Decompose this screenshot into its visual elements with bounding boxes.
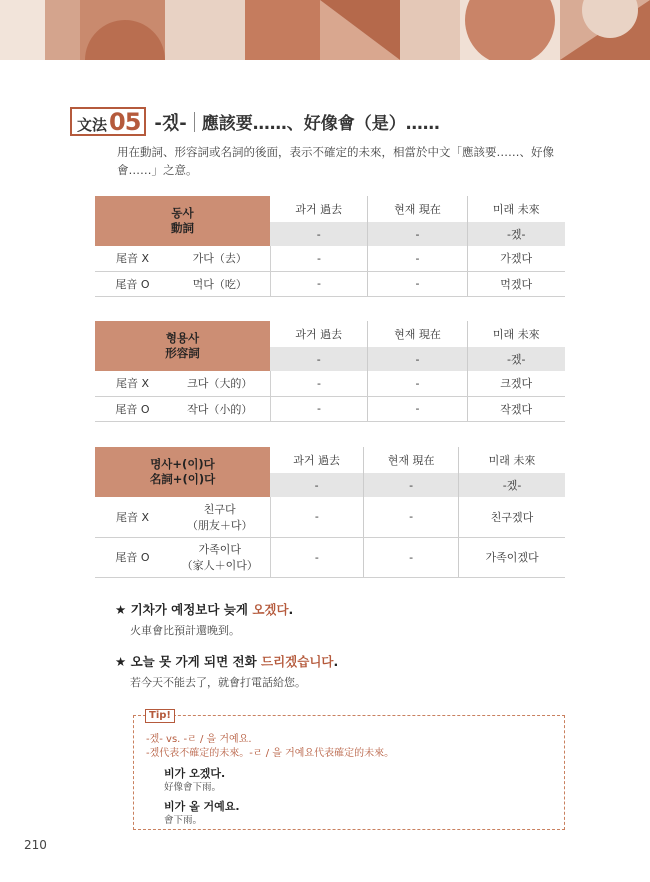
row-past: - [270,246,368,271]
row-label: 尾音 O [95,271,170,296]
star-icon: ★ [115,602,127,617]
tip-label: Tip! [145,709,175,723]
tense-past: 과거 過去 [295,328,343,341]
row-future: 크겠다 [467,371,565,396]
example-korean [115,600,293,618]
row-label: 尾音 O [95,396,170,421]
example-korean-text: 오늘 못 가게 되면 전화 [130,654,262,669]
row-future: 가겠다 [467,246,565,271]
header-korean: 동사 [171,206,194,220]
row-past: - [270,271,368,296]
row-present: - [368,246,467,271]
header-korean: 형용사 [165,331,200,345]
row-verb: 먹다（吃） [170,271,270,296]
tense-past: 과거 過去 [293,454,340,467]
page-number: 210 [24,838,47,852]
row-verb-cell [170,537,270,577]
row-future: 먹겠다 [467,271,565,296]
row-verb: 친구다 [203,502,236,516]
header-chinese: 動詞 [171,221,194,235]
table-row [95,537,565,577]
row-label: 尾音 X [95,246,170,271]
table-header-cell [95,196,270,246]
conjugation-table-verb [95,196,565,297]
example-korean-end: . [288,602,294,617]
row-future: 가족이겠다 [459,537,565,577]
row-verb-cell [170,497,270,537]
ending-past: - [270,222,368,246]
table-row [95,396,565,421]
row-present: - [364,497,459,537]
tip-line-1: -겠- vs. -ㄹ / 을 거예요. [146,734,252,745]
tip-box [133,710,565,830]
example-korean-end: . [333,654,339,669]
row-verb: 가족이다 [198,543,241,556]
row-label: 尾音 X [95,371,170,396]
ending-past: - [270,473,364,497]
example-highlight: 오겠다 [252,602,289,617]
table-row [95,271,565,296]
tense-future: 미래 未來 [467,196,565,222]
ending-future: -겠- [467,347,565,371]
tip-example-2-chinese: 會下雨。 [164,815,203,826]
row-present: - [364,537,459,577]
tip-example-2-korean: 비가 올 거예요. [164,800,240,813]
table-header-cell [95,447,270,497]
tip-example-1-chinese: 好像會下雨。 [164,782,222,793]
example-translation: 若今天不能去了，就會打電話給您。 [130,676,306,689]
grammar-label-box [70,107,146,136]
header-korean: 명사+(이)다 [150,457,215,471]
row-future: 친구겠다 [459,497,565,537]
table-row [95,371,565,396]
row-verb: 작다（小的） [170,396,270,421]
row-past: - [270,537,364,577]
grammar-meaning: 應該要……、好像會（是）…… [201,114,440,134]
tip-example-1-korean: 비가 오겠다. [164,767,226,780]
conjugation-table-noun [95,447,565,578]
row-past: - [270,396,368,421]
title-divider [194,112,195,132]
ending-present: - [368,222,467,246]
conjugation-table-adjective [95,321,565,422]
row-present: - [368,271,467,296]
tense-future: 미래 未來 [459,447,565,473]
header-chinese: 名詞+(이)다 [149,472,216,486]
ending-past: - [270,347,368,371]
row-verb-gloss: （朋友＋다） [186,518,253,532]
tip-line-2: -겠代表不確定的未來。-ㄹ / 을 거예요代表確定的未來。 [146,748,395,759]
table-row [95,246,565,271]
row-past: - [270,371,368,396]
intro-paragraph: 用在動詞、形容詞或名詞的後面，表示不確定的未來，相當於中文「應該要……、好像會……」之意。 [117,145,554,177]
example-korean [115,652,338,670]
section-title [70,107,440,136]
tense-present: 현재 現在 [364,447,459,473]
row-present: - [368,396,467,421]
example-1 [115,600,293,638]
row-label: 尾音 O [95,537,170,577]
table-header-cell [95,321,270,371]
star-icon: ★ [115,654,127,669]
row-label: 尾音 X [95,497,170,537]
example-korean-text: 기차가 예정보다 늦게 [130,602,253,617]
example-translation: 火車會比預計還晚到。 [130,624,240,637]
grammar-label-number: 05 [109,108,141,136]
header-chinese: 形容詞 [165,346,200,360]
row-future: 작겠다 [467,396,565,421]
example-highlight: 드리겠습니다 [261,654,334,669]
row-past: - [270,497,364,537]
row-present: - [368,371,467,396]
row-verb: 크다（大的） [170,371,270,396]
ending-future: -겠- [459,473,565,497]
tense-present: 현재 現在 [368,321,467,347]
tense-past: 과거 過去 [295,203,343,216]
tense-future: 미래 未來 [467,321,565,347]
ending-present: - [368,347,467,371]
ending-present: - [364,473,459,497]
table-row [95,497,565,537]
grammar-label-prefix: 文法 [77,116,108,134]
row-verb-gloss: （家人＋이다） [181,559,258,572]
tense-present: 현재 現在 [368,196,467,222]
grammar-pattern: -겠- [154,112,187,134]
decorative-banner [0,0,650,60]
example-2 [115,652,338,690]
row-verb: 가다（去） [170,246,270,271]
ending-future: -겠- [467,222,565,246]
